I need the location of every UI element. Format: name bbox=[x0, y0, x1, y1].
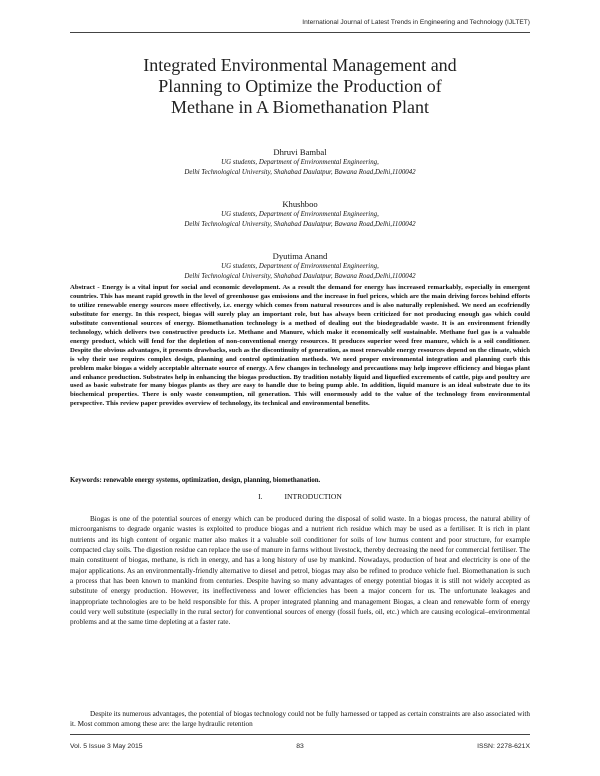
author-name: Dhruvi Bambal bbox=[273, 147, 327, 157]
footer-volume: Vol. 5 Issue 3 May 2015 bbox=[70, 743, 143, 750]
body-paragraph: Biogas is one of the potential sources of energy which can be produced during the disposal of solid waste. In a biogas process, the natural ability of microorganisms to degrade organic wastes is exploited to produce biogas and a nutrient rich residue which may be used as a fertiliser. It is rich in plant nutrients and its high content of organic matter also makes it a valuable soil conditioner for soils of low humus content and poor structure, for example compacted clay soils. The digestion residue can replace the use of manure in farms without livestock, thereby decreasing the need for commercial fertiliser. The main constituent of biogas, methane, is rich in energy, and has a long history of use by mankind. Nowadays, production of heat and electricity is one of the major applications. As an environmentally-friendly alternative to diesel and petrol, biogas may also be refined to produce vehicle fuel. Biomethanation is such a process that has been known to mankind from centuries. Despite having so many advantages of energy potential biogas it is still not widely accepted as substitute of energy production. However, its ineffectiveness and lower efficiencies has been a major concern for us. The unfortunate leakages and inappropriate technologies are to be held responsible for this. A proper integrated planning and management Biogas, a clean and renewable form of energy could very well substitute (especially in the rural sector) for conventional sources of energy (fossil fuels, oil, etc.) which are causing ecological–environmental problems and at the same time depleting at a faster rate. bbox=[70, 515, 530, 627]
author-affiliation: Delhi Technological University, Shahabad Daulatpur, Bawana Road,Delhi,1100042 bbox=[184, 221, 416, 228]
footer-issn: ISSN: 2278-621X bbox=[477, 743, 530, 750]
section-number: I. bbox=[258, 492, 263, 501]
abstract: Abstract - Energy is a vital input for social and economic development. As a result the demand for energy has increased remarkably, especially in emergent countries. This has meant rapid growth in the level of greenhouse gas emissions and the increase in fuel prices, which are the main driving forces behind efforts to utilize renewable energy sources more effectively, i.e. energy which comes from natural resources and is also naturally replenished. We need an ecofriendly substitute for energy. In this respect, biogas will surely play an important role, but has always been criticized for not producing enough gas which could substitute conventional sources of energy. Biomethanation technology is a method of dealing out the biodegradable waste. It is an environment friendly technology, which delivers two constructive products i.e. Methane and Manure, which make it economically self sustainable. Methane fuel gas is a valuable energy product, which will fend for the depletion of non-conventional energy resources. It produces superior weed free manure, which is a soil conditioner. Despite the obvious advantages, it presents drawbacks, such as the discontinuity of generation, as most renewable energy resources depend on the climate, which is why their use requires complex design, planning and control optimization methods. We need proper environmental integration and planning curb this problem make biogas a widely acceptable alternate source of energy. A few changes in technology and precautions may help improve efficiency and biogas plant and enhance production. Substrates help in enhancing the biogas production. By tradition notably liquid and liquefied excrements of cattle, pigs and poultry are used as basic substrate for many biogas plants as they are easy to handle due to being pump able. In addition, liquid manure is an ideal substrate due to its biochemical properties. There is only waste consumption, nil generation. This will enormously add to the value of the technology from environmental perspective. This review paper provides overview of technology, its technical and environmental benefits. bbox=[70, 284, 530, 408]
author-block bbox=[70, 146, 530, 178]
section-title: INTRODUCTION bbox=[284, 492, 342, 501]
keywords: Keywords: renewable energy systems, optimization, design, planning, biomethanation. bbox=[70, 477, 321, 484]
page-number: 83 bbox=[296, 743, 304, 750]
author-affiliation: Delhi Technological University, Shahabad Daulatpur, Bawana Road,Delhi,1100042 bbox=[184, 273, 416, 280]
author-block bbox=[70, 250, 530, 282]
author-affiliation: UG students, Department of Environmental Engineering, bbox=[221, 263, 379, 270]
author-block bbox=[70, 198, 530, 230]
journal-header: International Journal of Latest Trends in Engineering and Technology (IJLTET) bbox=[302, 19, 530, 26]
footer-rule bbox=[70, 734, 530, 735]
paper-title bbox=[70, 55, 530, 118]
author-affiliation: UG students, Department of Environmental Engineering, bbox=[221, 211, 379, 218]
author-affiliation: Delhi Technological University, Shahabad Daulatpur, Bawana Road,Delhi,1100042 bbox=[184, 169, 416, 176]
author-name: Khushboo bbox=[282, 199, 318, 209]
body-paragraph: Despite its numerous advantages, the potential of biogas technology could not be fully harnessed or tapped as certain constraints are also associated with it. Most common among these are: the large hydraulic retention bbox=[70, 710, 530, 729]
section-heading bbox=[70, 492, 530, 501]
title-line: Planning to Optimize the Production of bbox=[158, 76, 442, 96]
title-line: Methane in A Biomethanation Plant bbox=[171, 97, 429, 117]
author-affiliation: UG students, Department of Environmental Engineering, bbox=[221, 159, 379, 166]
header-rule bbox=[70, 32, 530, 33]
title-line: Integrated Environmental Management and bbox=[143, 55, 457, 75]
author-name: Dyutima Anand bbox=[272, 251, 328, 261]
